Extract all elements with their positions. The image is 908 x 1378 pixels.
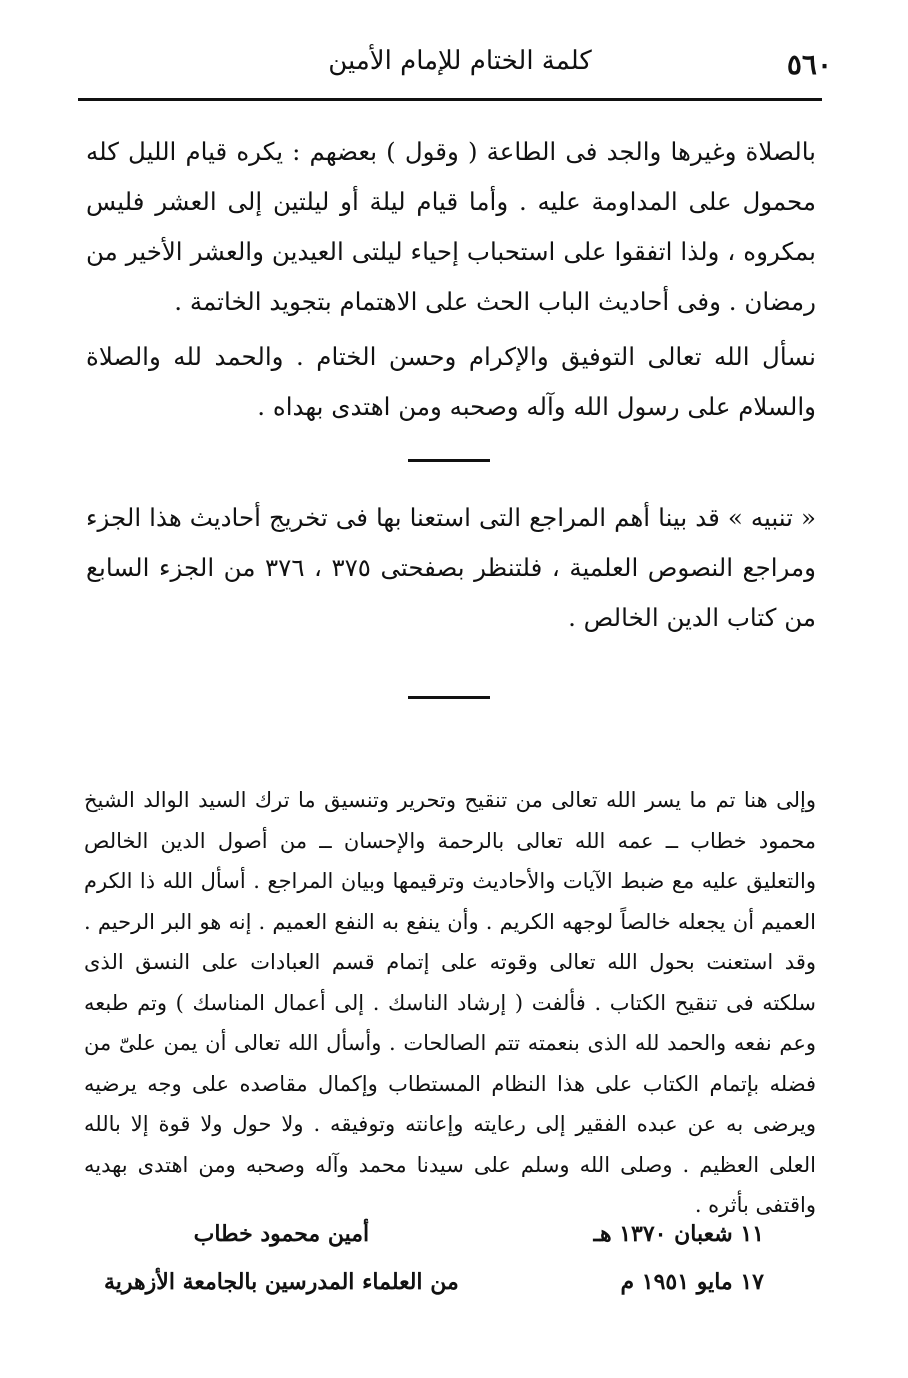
signature-dates (594, 1210, 765, 1306)
paragraph-note: « تنبيه » قد بينا أهم المراجع التى استعنا بها فى تخريج أحاديث هذا الجزء ومراجع النصوص العلمية ، فلتنظر بصفحتى ٣٧٥ ، ٣٧٦ من الجزء السابع من كتاب الدين الخالص . (86, 503, 817, 632)
paragraph-prayer-discussion: بالصلاة وغيرها والجد فى الطاعة ( وقول ) بعضهم : يكره قيام الليل كله محمول على المداومة عليه . وأما قيام ليلة أو ليلتين إلى العشر فليس بمكروه ، ولذا اتفقوا على استحباب إحياء ليلتى العيدين والعشر الأخير من رمضان . وفى أحاديث الباب الحث على الاهتمام بتجويد الخاتمة . (86, 137, 816, 316)
signature-author (104, 1210, 459, 1306)
author-title: من العلماء المدرسين بالجامعة الأزهرية (104, 1269, 459, 1295)
paragraph-editor-afterword: وإلى هنا تم ما يسر الله تعالى من تنقيح وتحرير وتنسيق ما ترك السيد الوالد الشيخ محمود خطاب ــ عمه الله تعالى بالرحمة والإحسان ــ من أصول الدين الخالص والتعليق عليه مع ضبط الآيات والأحاديث وترقيمها وبيان المراجع . أسأل الله ذا الكرم العميم أن يجعله خالصاً لوجهه الكريم . وأن ينفع به النفع العميم . إنه هو البر الرحيم . وقد استعنت بحول الله تعالى وقوته على إتمام قسم العبادات على النسق الذى سلكته فى تنقيح الكتاب . فألفت ( إرشاد الناسك . إلى أعمال المناسك ) وتم طبعه وعم نفعه والحمد لله الذى بنعمته تتم الصالحات . وأسأل الله تعالى أن يمن علىّ من فضله بإتمام الكتاب على هذا النظام المستطاب وإكمال مقاصده على وجه يرضيه ويرضى به عن عبده الفقير إلى رعايته وإعانته وتوفيقه . ولا حول ولا قوة إلا بالله العلى العظيم . وصلى الله وسلم على سيدنا محمد وآله وصحبه ومن اهتدى بهديه واقتفى بأثره . (84, 788, 816, 1217)
running-title: كلمة الختام للإمام الأمين (328, 46, 592, 76)
author-name: أمين محمود خطاب (193, 1221, 370, 1247)
date-hijri: ١١ شعبان ١٣٧٠ هـ (593, 1221, 764, 1247)
section-divider (408, 696, 490, 699)
page-number: ٥٦٠ (786, 48, 832, 81)
date-gregorian: ١٧ مايو ١٩٥١ م (620, 1269, 764, 1295)
header-rule (78, 98, 822, 101)
section-divider (408, 459, 490, 462)
paragraph-closing-supplication: نسأل الله تعالى التوفيق والإكرام وحسن الختام . والحمد لله والصلاة والسلام على رسول الله وآله وصحبه ومن اهتدى بهداه . (86, 342, 816, 421)
